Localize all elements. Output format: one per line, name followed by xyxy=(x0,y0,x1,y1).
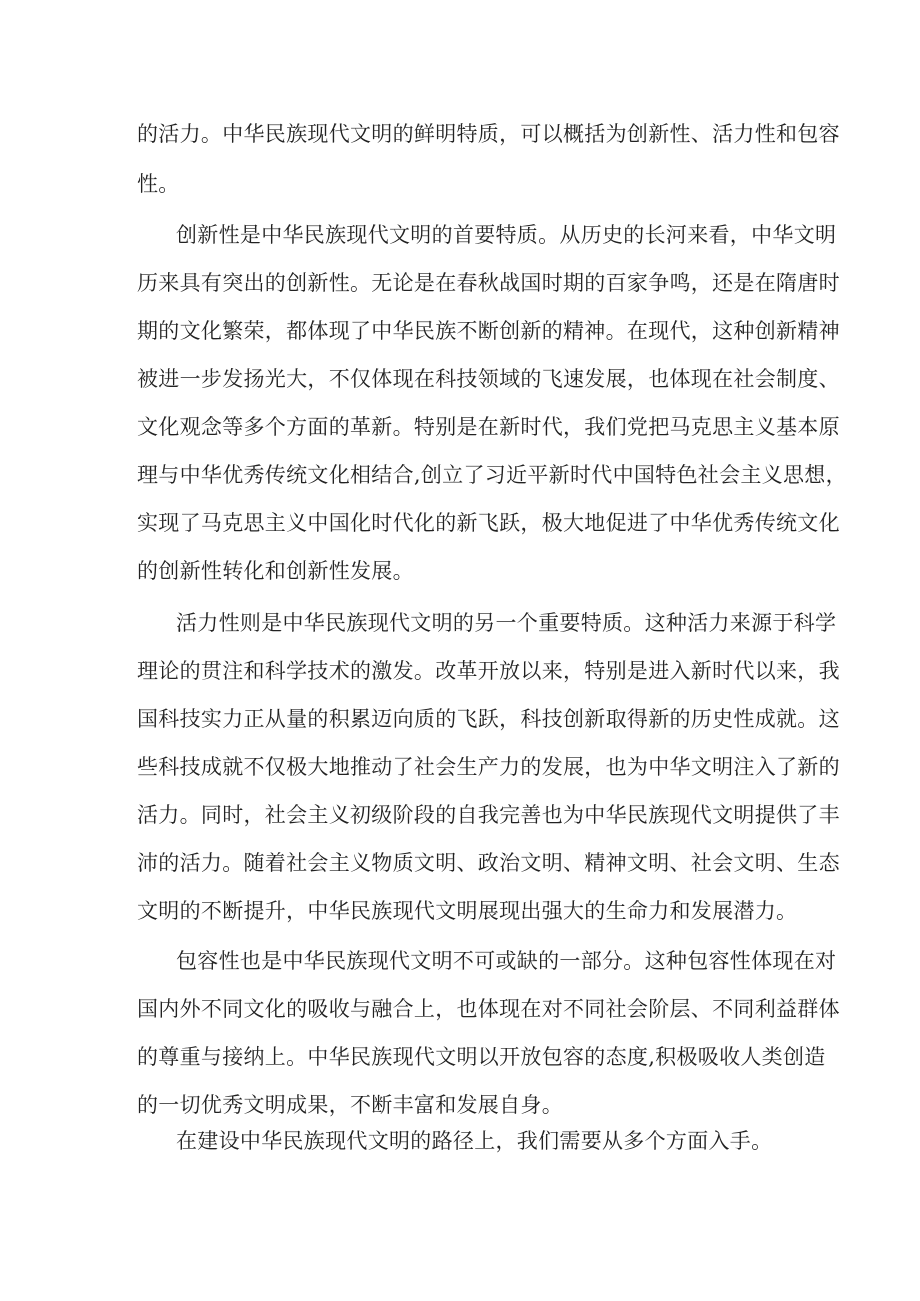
text-line: 历来具有突出的创新性。无论是在春秋战国时期的百家争鸣，还是在隋唐时 xyxy=(137,271,840,295)
text-line: 期的文化繁荣，都体现了中华民族不断创新的精神。在现代，这种创新精神 xyxy=(137,319,840,343)
text-line: 理论的贯注和科学技术的激发。改革开放以来，特别是进入新时代以来，我 xyxy=(137,659,840,683)
text-line: 的一切优秀文明成果，不断丰富和发展自身。 xyxy=(137,1093,563,1117)
paragraph-start-line: 创新性是中华民族现代文明的首要特质。从历史的长河来看，中华文明 xyxy=(176,223,837,247)
text-line: 实现了马克思主义中国化时代化的新飞跃，极大地促进了中华优秀传统文化 xyxy=(137,511,840,535)
text-line: 些科技成就不仅极大地推动了社会生产力的发展，也为中华文明注入了新的 xyxy=(137,755,840,779)
text-line: 的尊重与接纳上。中华民族现代文明以开放包容的态度,积极吸收人类创造 xyxy=(137,1045,826,1069)
text-line: 的创新性转化和创新性发展。 xyxy=(137,559,414,583)
text-line: 被进一步发扬光大，不仅体现在科技领域的飞速发展，也体现在社会制度、 xyxy=(137,367,840,391)
text-line: 文化观念等多个方面的革新。特别是在新时代，我们党把马克思主义基本原 xyxy=(137,415,840,439)
text-line: 国科技实力正从量的积累迈向质的飞跃，科技创新取得新的历史性成就。这 xyxy=(137,707,840,731)
text-line: 文明的不断提升，中华民族现代文明展现出强大的生命力和发展潜力。 xyxy=(137,899,798,923)
paragraph-start-line: 活力性则是中华民族现代文明的另一个重要特质。这种活力来源于科学 xyxy=(176,611,837,635)
text-line: 性。 xyxy=(137,172,180,196)
paragraph-start-line: 包容性也是中华民族现代文明不可或缺的一部分。这种包容性体现在对 xyxy=(176,949,837,973)
text-line: 理与中华优秀传统文化相结合,创立了习近平新时代中国特色社会主义思想， xyxy=(137,463,847,487)
paragraph-start-line: 在建设中华民族现代文明的路径上，我们需要从多个方面入手。 xyxy=(176,1129,773,1153)
text-line: 沛的活力。随着社会主义物质文明、政治文明、精神文明、社会文明、生态 xyxy=(137,851,840,875)
text-line: 活力。同时，社会主义初级阶段的自我完善也为中华民族现代文明提供了丰 xyxy=(137,803,840,827)
text-line: 的活力。中华民族现代文明的鲜明特质，可以概括为创新性、活力性和包容 xyxy=(137,122,840,146)
text-line: 国内外不同文化的吸收与融合上，也体现在对不同社会阶层、不同利益群体 xyxy=(137,997,840,1021)
